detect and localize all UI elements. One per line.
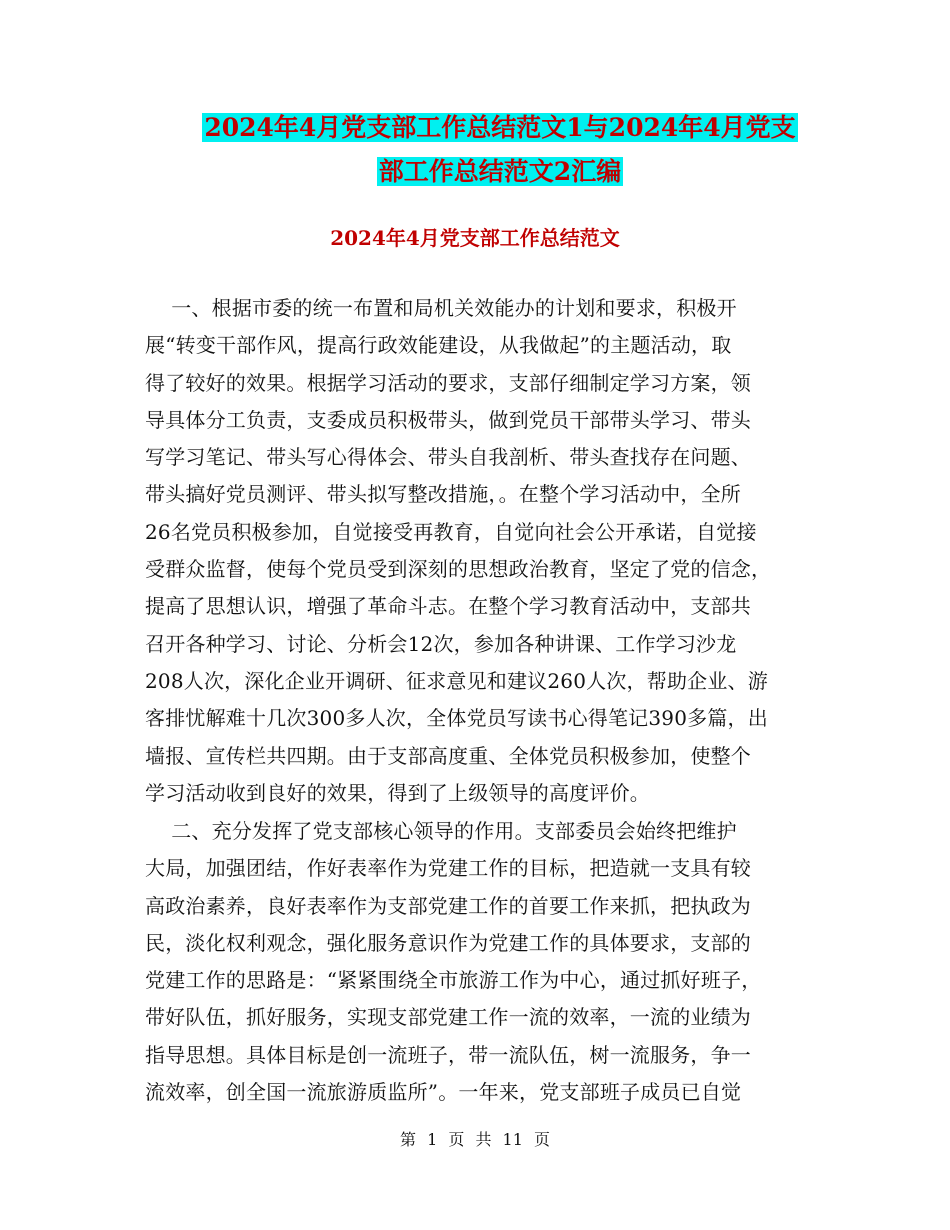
document-title-line-2-text: 部工作总结范文2汇编 [378, 157, 622, 186]
document-title-line-2 [120, 156, 880, 188]
paragraph-line: 得了较好的效果。根据学习活动的要求，支部仔细制定学习方案，领 [145, 370, 751, 395]
paragraph-line: 客排忧解难十几次300多人次，全体党员写读书心得笔记390多篇，出 [145, 706, 768, 731]
paragraph-2 [145, 813, 805, 1111]
paragraph-line: 大局，加强团结，作好表率作为党建工作的目标，把造就一支具有较 [145, 856, 751, 881]
paragraph-line: 带头搞好党员测评、带头拟写整改措施，。在整个学习活动中，全所 [145, 482, 741, 507]
paragraph-line: 墙报、宣传栏共四期。由于支部高度重、全体党员积极参加，使整个 [145, 743, 751, 768]
paragraph-line: 208人次，深化企业开调研、征求意见和建议260人次，帮助企业、游 [145, 668, 768, 693]
paragraph-line: 二、充分发挥了党支部核心领导的作用。支部委员会始终把维护 [145, 819, 737, 843]
paragraph-line: 党建工作的思路是：“紧紧围绕全市旅游工作为中心，通过抓好班子， [145, 968, 762, 993]
page-footer: 第 1 页 共 11 页 [400, 1130, 550, 1149]
paragraph-line: 受群众监督，使每个党员受到深刻的思想政治教育，坚定了党的信念， [145, 557, 772, 582]
document-title-line-1 [128, 112, 872, 144]
paragraph-line: 展“转变干部作风，提高行政效能建设，从我做起”的主题活动，取 [145, 333, 732, 358]
paragraph-line: 民，淡化权利观念，强化服务意识作为党建工作的具体要求，支部的 [145, 930, 751, 955]
paragraph-line: 提高了思想认识，增强了革命斗志。在整个学习教育活动中，支部共 [145, 594, 751, 619]
paragraph-line: 26名党员积极参加，自觉接受再教育，自觉向社会公开承诺，自觉接 [145, 519, 757, 544]
paragraph-line: 导具体分工负责，支委成员积极带头，做到党员干部带头学习、带头 [145, 407, 751, 432]
paragraph-1 [145, 290, 805, 812]
document-title-line-1-text: 2024年4月党支部工作总结范文1与2024年4月党支 [204, 113, 796, 142]
paragraph-line: 写学习笔记、带头写心得体会、带头自我剖析、带头查找存在问题、 [145, 445, 751, 470]
paragraph-line: 高政治素养，良好表率作为支部党建工作的首要工作来抓，把执政为 [145, 893, 751, 918]
section-heading: 2024年4月党支部工作总结范文 [330, 226, 620, 250]
paragraph-line: 召开各种学习、讨论、分析会12次，参加各种讲课、工作学习沙龙 [145, 631, 737, 656]
paragraph-line: 流效率，创全国一流旅游质监所”。一年来，党支部班子成员已自觉 [145, 1080, 742, 1105]
paragraph-line: 指导思想。具体目标是创一流班子，带一流队伍，树一流服务，争一 [145, 1042, 751, 1067]
paragraph-line: 一、根据市委的统一布置和局机关效能办的计划和要求，积极开 [145, 296, 737, 320]
paragraph-line: 学习活动收到良好的效果，得到了上级领导的高度评价。 [145, 780, 650, 805]
paragraph-line: 带好队伍，抓好服务，实现支部党建工作一流的效率，一流的业绩为 [145, 1005, 751, 1030]
